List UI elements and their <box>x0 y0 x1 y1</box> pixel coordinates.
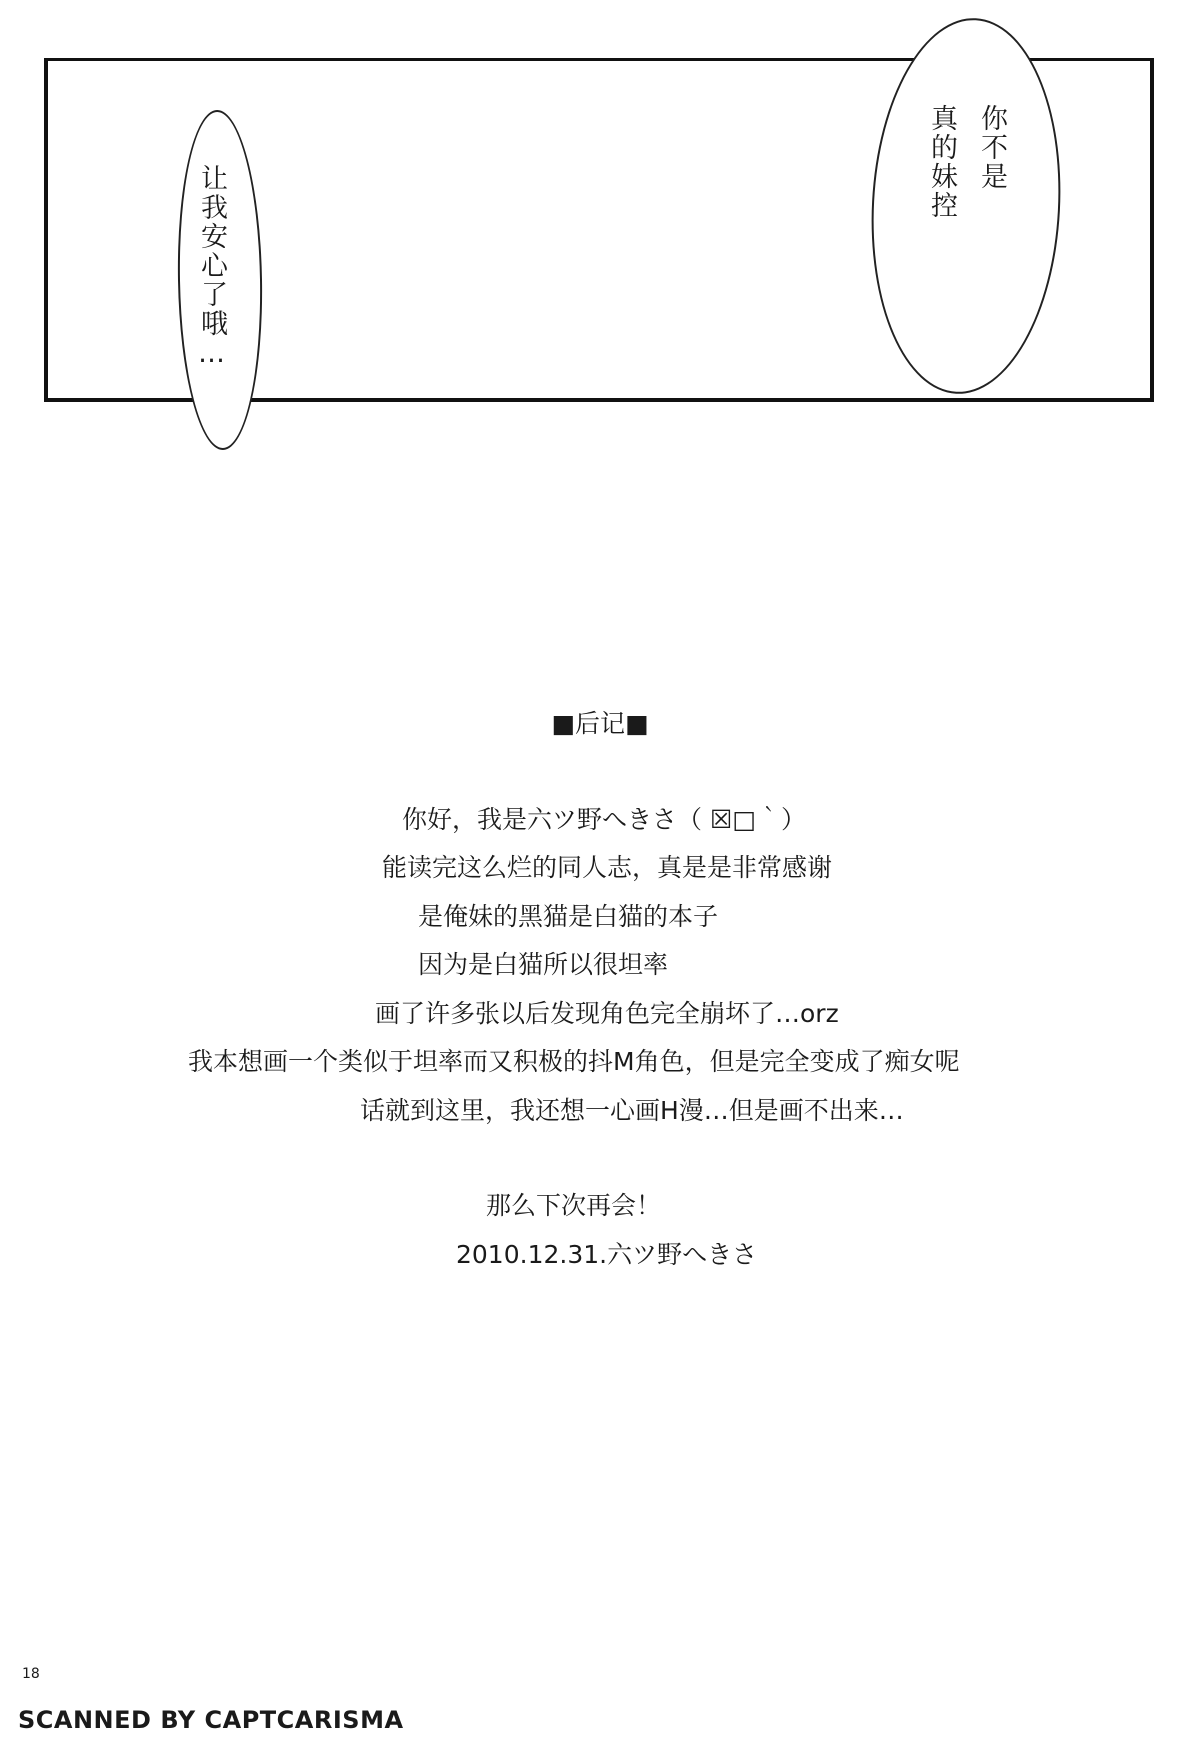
afterword-line: 画了许多张以后发现角色完全崩坏了…orz <box>375 999 839 1028</box>
afterword-signature-date: 2010.12.31.六ツ野へきさ <box>456 1240 758 1269</box>
afterword-line: 话就到这里，我还想一心画H漫…但是画不出来… <box>360 1096 904 1125</box>
page-number: 18 <box>22 1666 40 1682</box>
scanner-credit: SCANNED BY CAPTCARISMA <box>18 1706 404 1734</box>
speech-text-right-col1: 你不是 <box>976 104 1007 191</box>
afterword-line: 因为是白猫所以很坦率 <box>418 950 669 979</box>
afterword-heading: ■后记■ <box>551 709 649 738</box>
afterword-closing: 那么下次再会！ <box>486 1191 662 1220</box>
afterword-line: 你好，我是六ツ野へきさ（ ☒□｀） <box>402 805 806 834</box>
afterword-line: 我本想画一个类似于坦率而又积极的抖M角色，但是完全变成了痴女呢 <box>188 1047 960 1076</box>
speech-text-right-col2: 真的妹控 <box>926 104 957 220</box>
afterword-line: 是俺妹的黑猫是白猫的本子 <box>418 902 719 931</box>
afterword-line: 能读完这么烂的同人志，真是是非常感谢 <box>382 853 833 882</box>
speech-text-left: 让我安心了哦… <box>196 164 227 371</box>
